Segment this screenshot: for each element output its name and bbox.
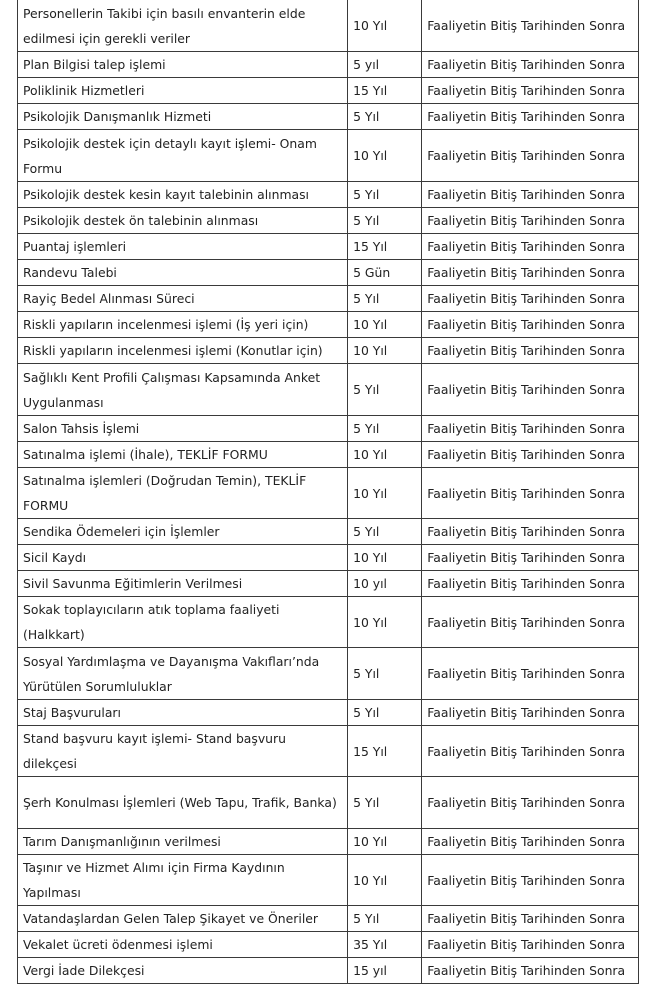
table-row	[18, 182, 639, 208]
retention-period-cell: 10 Yıl	[348, 545, 422, 571]
retention-period-cell: 10 yıl	[348, 571, 422, 597]
process-name-cell: Psikolojik destek kesin kayıt talebinin alınması	[18, 182, 348, 208]
retention-period-cell: 10 Yıl	[348, 0, 422, 52]
period-start-cell: Faaliyetin Bitiş Tarihinden Sonra	[422, 416, 639, 442]
table-row	[18, 416, 639, 442]
retention-period-cell: 5 Yıl	[348, 182, 422, 208]
retention-period-cell: 5 Yıl	[348, 364, 422, 416]
table-row	[18, 648, 639, 700]
retention-period-cell: 35 Yıl	[348, 932, 422, 958]
period-start-cell: Faaliyetin Bitiş Tarihinden Sonra	[422, 182, 639, 208]
process-name-cell: Taşınır ve Hizmet Alımı için Firma Kaydının Yapılması	[18, 855, 348, 906]
table-row	[18, 906, 639, 932]
period-start-cell: Faaliyetin Bitiş Tarihinden Sonra	[422, 104, 639, 130]
process-name-cell: Vekalet ücreti ödenmesi işlemi	[18, 932, 348, 958]
period-start-cell: Faaliyetin Bitiş Tarihinden Sonra	[422, 545, 639, 571]
period-start-cell: Faaliyetin Bitiş Tarihinden Sonra	[422, 597, 639, 648]
period-start-cell: Faaliyetin Bitiş Tarihinden Sonra	[422, 52, 639, 78]
table-row	[18, 234, 639, 260]
process-name-cell: Plan Bilgisi talep işlemi	[18, 52, 348, 78]
retention-period-cell: 10 Yıl	[348, 829, 422, 855]
table-row	[18, 338, 639, 364]
period-start-cell: Faaliyetin Bitiş Tarihinden Sonra	[422, 208, 639, 234]
table-row	[18, 0, 639, 52]
retention-period-cell: 10 Yıl	[348, 338, 422, 364]
table-row	[18, 932, 639, 958]
process-name-cell: Salon Tahsis İşlemi	[18, 416, 348, 442]
process-name-cell: Sağlıklı Kent Profili Çalışması Kapsamında Anket Uygulanması	[18, 364, 348, 416]
retention-period-cell: 10 Yıl	[348, 130, 422, 182]
period-start-cell: Faaliyetin Bitiş Tarihinden Sonra	[422, 234, 639, 260]
period-start-cell: Faaliyetin Bitiş Tarihinden Sonra	[422, 364, 639, 416]
period-start-cell: Faaliyetin Bitiş Tarihinden Sonra	[422, 468, 639, 519]
process-name-cell: Satınalma işlemi (İhale), TEKLİF FORMU	[18, 442, 348, 468]
process-name-cell: Sosyal Yardımlaşma ve Dayanışma Vakıfları’nda Yürütülen Sorumluluklar	[18, 648, 348, 700]
retention-period-cell: 5 Yıl	[348, 104, 422, 130]
table-row	[18, 312, 639, 338]
retention-period-cell: 15 yıl	[348, 958, 422, 984]
period-start-cell: Faaliyetin Bitiş Tarihinden Sonra	[422, 519, 639, 545]
retention-period-cell: 5 Yıl	[348, 208, 422, 234]
process-name-cell: Satınalma işlemleri (Doğrudan Temin), TEKLİF FORMU	[18, 468, 348, 519]
table-row	[18, 442, 639, 468]
retention-period-cell: 5 Gün	[348, 260, 422, 286]
process-name-cell: Psikolojik destek ön talebinin alınması	[18, 208, 348, 234]
process-name-cell: Psikolojik destek için detaylı kayıt işlemi- Onam Formu	[18, 130, 348, 182]
table-row	[18, 364, 639, 416]
process-name-cell: Staj Başvuruları	[18, 700, 348, 726]
period-start-cell: Faaliyetin Bitiş Tarihinden Sonra	[422, 78, 639, 104]
process-name-cell: Stand başvuru kayıt işlemi- Stand başvuru dilekçesi	[18, 726, 348, 777]
table-row	[18, 545, 639, 571]
retention-table-container	[17, 0, 639, 984]
table-row	[18, 208, 639, 234]
period-start-cell: Faaliyetin Bitiş Tarihinden Sonra	[422, 700, 639, 726]
retention-period-cell: 5 Yıl	[348, 286, 422, 312]
table-row	[18, 829, 639, 855]
table-row	[18, 468, 639, 519]
retention-period-cell: 15 Yıl	[348, 78, 422, 104]
table-row	[18, 78, 639, 104]
period-start-cell: Faaliyetin Bitiş Tarihinden Sonra	[422, 286, 639, 312]
period-start-cell: Faaliyetin Bitiş Tarihinden Sonra	[422, 648, 639, 700]
table-row	[18, 597, 639, 648]
retention-period-cell: 15 Yıl	[348, 234, 422, 260]
process-name-cell: Sicil Kaydı	[18, 545, 348, 571]
retention-period-cell: 5 Yıl	[348, 519, 422, 545]
retention-period-cell: 5 Yıl	[348, 416, 422, 442]
period-start-cell: Faaliyetin Bitiş Tarihinden Sonra	[422, 726, 639, 777]
period-start-cell: Faaliyetin Bitiş Tarihinden Sonra	[422, 130, 639, 182]
retention-table-body	[18, 0, 639, 984]
period-start-cell: Faaliyetin Bitiş Tarihinden Sonra	[422, 0, 639, 52]
process-name-cell: Personellerin Takibi için basılı envanterin elde edilmesi için gerekli veriler	[18, 0, 348, 52]
process-name-cell: Tarım Danışmanlığının verilmesi	[18, 829, 348, 855]
period-start-cell: Faaliyetin Bitiş Tarihinden Sonra	[422, 260, 639, 286]
period-start-cell: Faaliyetin Bitiş Tarihinden Sonra	[422, 958, 639, 984]
period-start-cell: Faaliyetin Bitiş Tarihinden Sonra	[422, 312, 639, 338]
process-name-cell: Sendika Ödemeleri için İşlemler	[18, 519, 348, 545]
retention-period-cell: 5 Yıl	[348, 906, 422, 932]
period-start-cell: Faaliyetin Bitiş Tarihinden Sonra	[422, 906, 639, 932]
table-row	[18, 52, 639, 78]
process-name-cell: Psikolojik Danışmanlık Hizmeti	[18, 104, 348, 130]
period-start-cell: Faaliyetin Bitiş Tarihinden Sonra	[422, 442, 639, 468]
table-row	[18, 700, 639, 726]
process-name-cell: Sivil Savunma Eğitimlerin Verilmesi	[18, 571, 348, 597]
retention-period-cell: 10 Yıl	[348, 597, 422, 648]
retention-period-cell: 10 Yıl	[348, 312, 422, 338]
retention-table	[17, 0, 639, 984]
process-name-cell: Randevu Talebi	[18, 260, 348, 286]
process-name-cell: Rayiç Bedel Alınması Süreci	[18, 286, 348, 312]
retention-period-cell: 5 Yıl	[348, 777, 422, 829]
retention-period-cell: 10 Yıl	[348, 855, 422, 906]
retention-period-cell: 5 Yıl	[348, 648, 422, 700]
period-start-cell: Faaliyetin Bitiş Tarihinden Sonra	[422, 571, 639, 597]
retention-period-cell: 10 Yıl	[348, 468, 422, 519]
period-start-cell: Faaliyetin Bitiş Tarihinden Sonra	[422, 932, 639, 958]
table-row	[18, 260, 639, 286]
table-row	[18, 519, 639, 545]
table-row	[18, 104, 639, 130]
process-name-cell: Riskli yapıların incelenmesi işlemi (Konutlar için)	[18, 338, 348, 364]
table-row	[18, 855, 639, 906]
table-row	[18, 571, 639, 597]
period-start-cell: Faaliyetin Bitiş Tarihinden Sonra	[422, 855, 639, 906]
retention-period-cell: 15 Yıl	[348, 726, 422, 777]
table-row	[18, 130, 639, 182]
retention-period-cell: 10 Yıl	[348, 442, 422, 468]
table-row	[18, 777, 639, 829]
process-name-cell: Poliklinik Hizmetleri	[18, 78, 348, 104]
table-row	[18, 286, 639, 312]
retention-period-cell: 5 yıl	[348, 52, 422, 78]
period-start-cell: Faaliyetin Bitiş Tarihinden Sonra	[422, 829, 639, 855]
process-name-cell: Riskli yapıların incelenmesi işlemi (İş yeri için)	[18, 312, 348, 338]
period-start-cell: Faaliyetin Bitiş Tarihinden Sonra	[422, 777, 639, 829]
table-row	[18, 726, 639, 777]
process-name-cell: Puantaj işlemleri	[18, 234, 348, 260]
period-start-cell: Faaliyetin Bitiş Tarihinden Sonra	[422, 338, 639, 364]
process-name-cell: Sokak toplayıcıların atık toplama faaliyeti (Halkkart)	[18, 597, 348, 648]
process-name-cell: Şerh Konulması İşlemleri (Web Tapu, Trafik, Banka)	[18, 777, 348, 829]
table-row	[18, 958, 639, 984]
retention-period-cell: 5 Yıl	[348, 700, 422, 726]
process-name-cell: Vatandaşlardan Gelen Talep Şikayet ve Öneriler	[18, 906, 348, 932]
process-name-cell: Vergi İade Dilekçesi	[18, 958, 348, 984]
